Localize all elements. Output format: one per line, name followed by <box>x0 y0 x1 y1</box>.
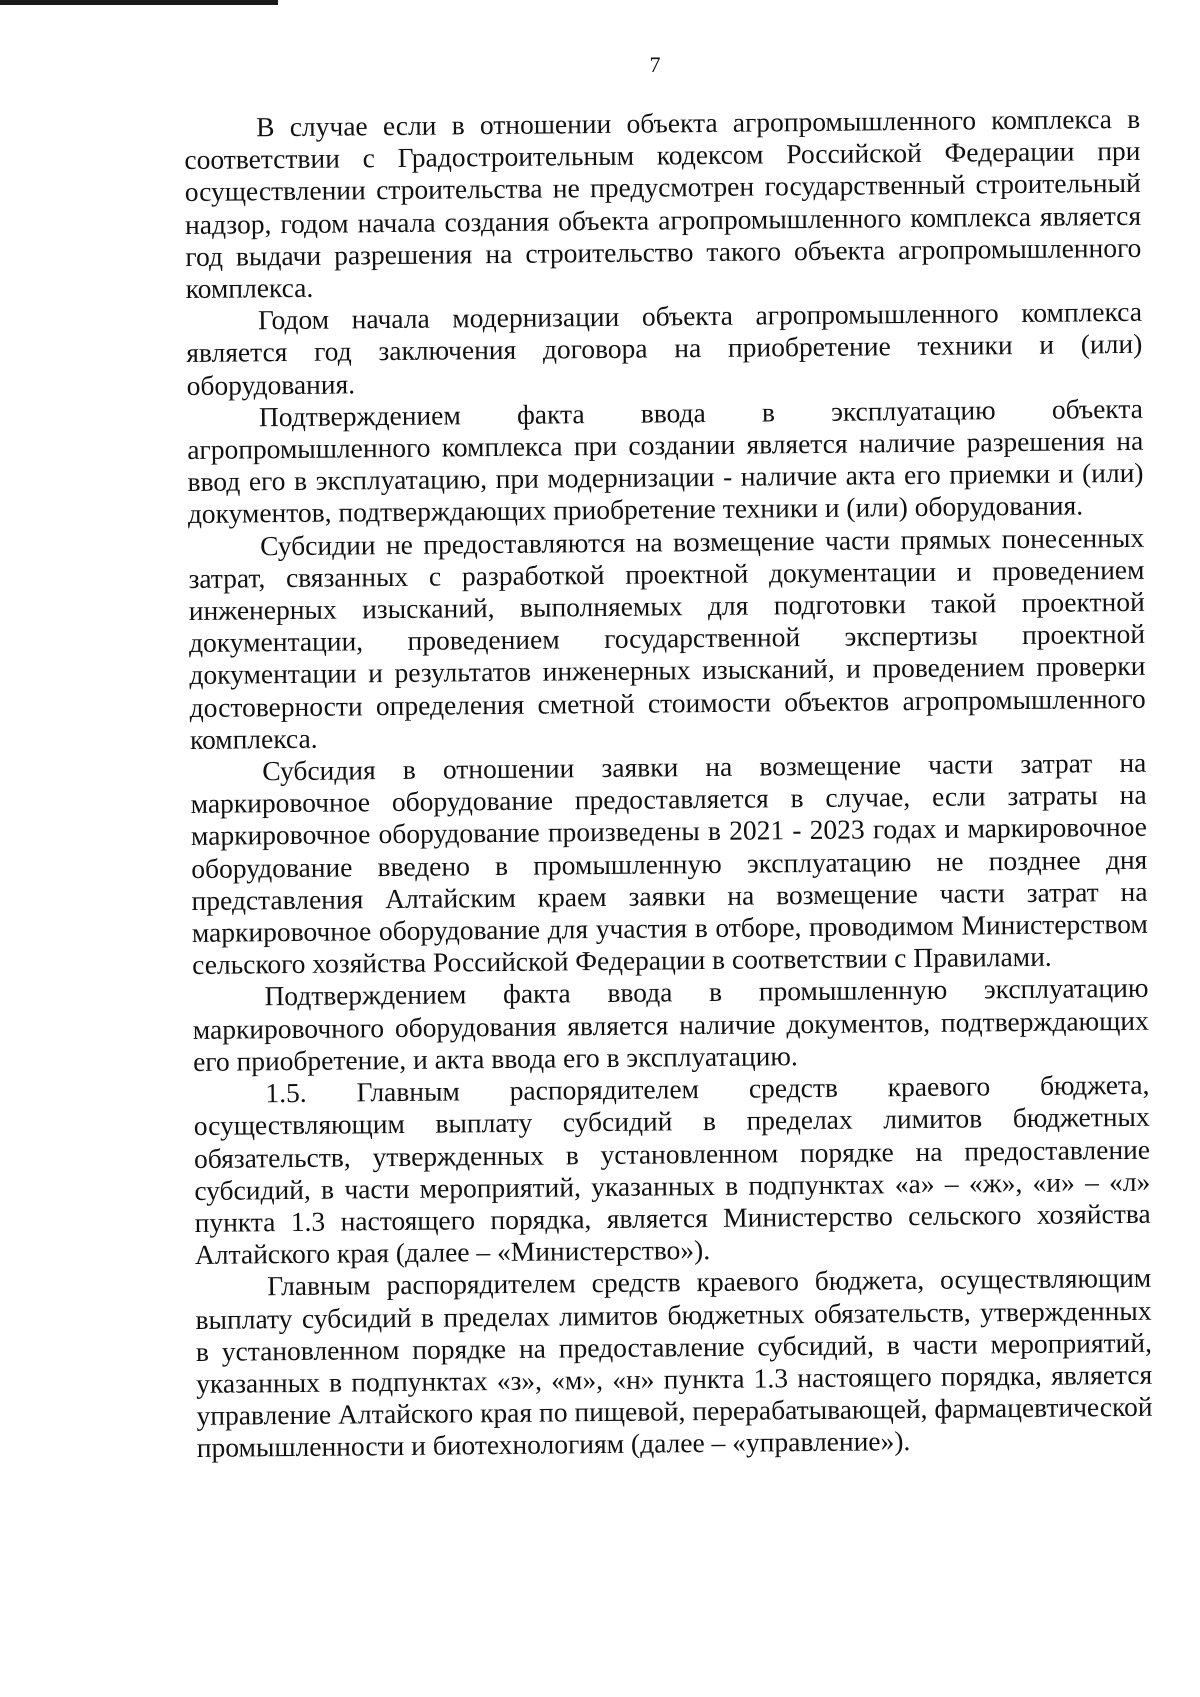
paragraph-construction-start-year: В случае если в отношении объекта агропромышленного комплекса в соответствии с Градостроительным кодексом Российской Федерации при осуществлении строительства не предусмотрен государственный строительный надзор, годом начала создания объекта агропромышленного комплекса является год выдачи разрешения на строительство такого объекта агропромышленного комплекса. <box>184 102 1142 305</box>
page-number: 7 <box>649 52 661 77</box>
paragraph-excluded-costs: Субсидии не предоставляются на возмещение части прямых понесенных затрат, связанных с разработкой проектной документации и проведением инженерных изысканий, выполняемых для подготовки такой проектной документации, проведением государственной экспертизы проектной документации и результатов инженерных изысканий, и проведением проверки достоверности определения сметной стоимости объектов агропромышленного комплекса. <box>188 521 1146 755</box>
paragraph-marking-equipment-confirmation: Подтверждением факта ввода в промышленную эксплуатацию маркировочного оборудования является наличие документов, подтверждающих его приобретение, и акта ввода его в эксплуатацию. <box>192 972 1149 1077</box>
paragraph-section-1-5: 1.5. Главным распорядителем средств краевого бюджета, осуществляющим выплату субсидий в пределах лимитов бюджетных обязательств, утвержденных в установленном порядке на предоставление субсидий, в части мероприятий, указанных в подпунктах «а» – «ж», «и» – «л» пункта 1.3 настоящего порядка, является Министерство сельского хозяйства Алтайского края (далее – «Министерство»). <box>193 1068 1151 1271</box>
paragraph-management-distributor: Главным распорядителем средств краевого бюджета, осуществляющим выплату субсидий в пределах лимитов бюджетных обязательств, утвержденных в установленном порядке на предоставление субсидий, в части мероприятий, указанных в подпунктах «з», «м», «н» пункта 1.3 настоящего порядка, является управление Алтайского края по пищевой, перерабатывающей, фармацевтической промышленности и биотехнологиям (далее – «управление»). <box>195 1262 1153 1464</box>
paragraph-modernization-start-year: Годом начала модернизации объекта агропромышленного комплекса является год заключения договора на приобретение техники и (или) оборудования. <box>186 296 1143 401</box>
scan-edge-mark <box>0 0 278 5</box>
paragraph-commissioning-confirmation: Подтверждением факта ввода в эксплуатацию объекта агропромышленного комплекса при создании является наличие разрешения на ввод его в эксплуатацию, при модернизации - наличие акта его приемки и (или) документов, подтверждающих приобретение техники и (или) оборудования. <box>187 392 1144 530</box>
document-body <box>184 103 1153 1465</box>
paragraph-marking-equipment-subsidy: Субсидия в отношении заявки на возмещение части затрат на маркировочное оборудование предоставляется в случае, если затраты на маркировочное оборудование произведены в 2021 - 2023 годах и маркировочное оборудование введено в промышленную эксплуатацию не позднее дня представления Алтайским краем заявки на возмещение части затрат на маркировочное оборудование для участия в отборе, проводимом Министерством сельского хозяйства Российской Федерации в соответствии с Правилами. <box>190 746 1148 981</box>
